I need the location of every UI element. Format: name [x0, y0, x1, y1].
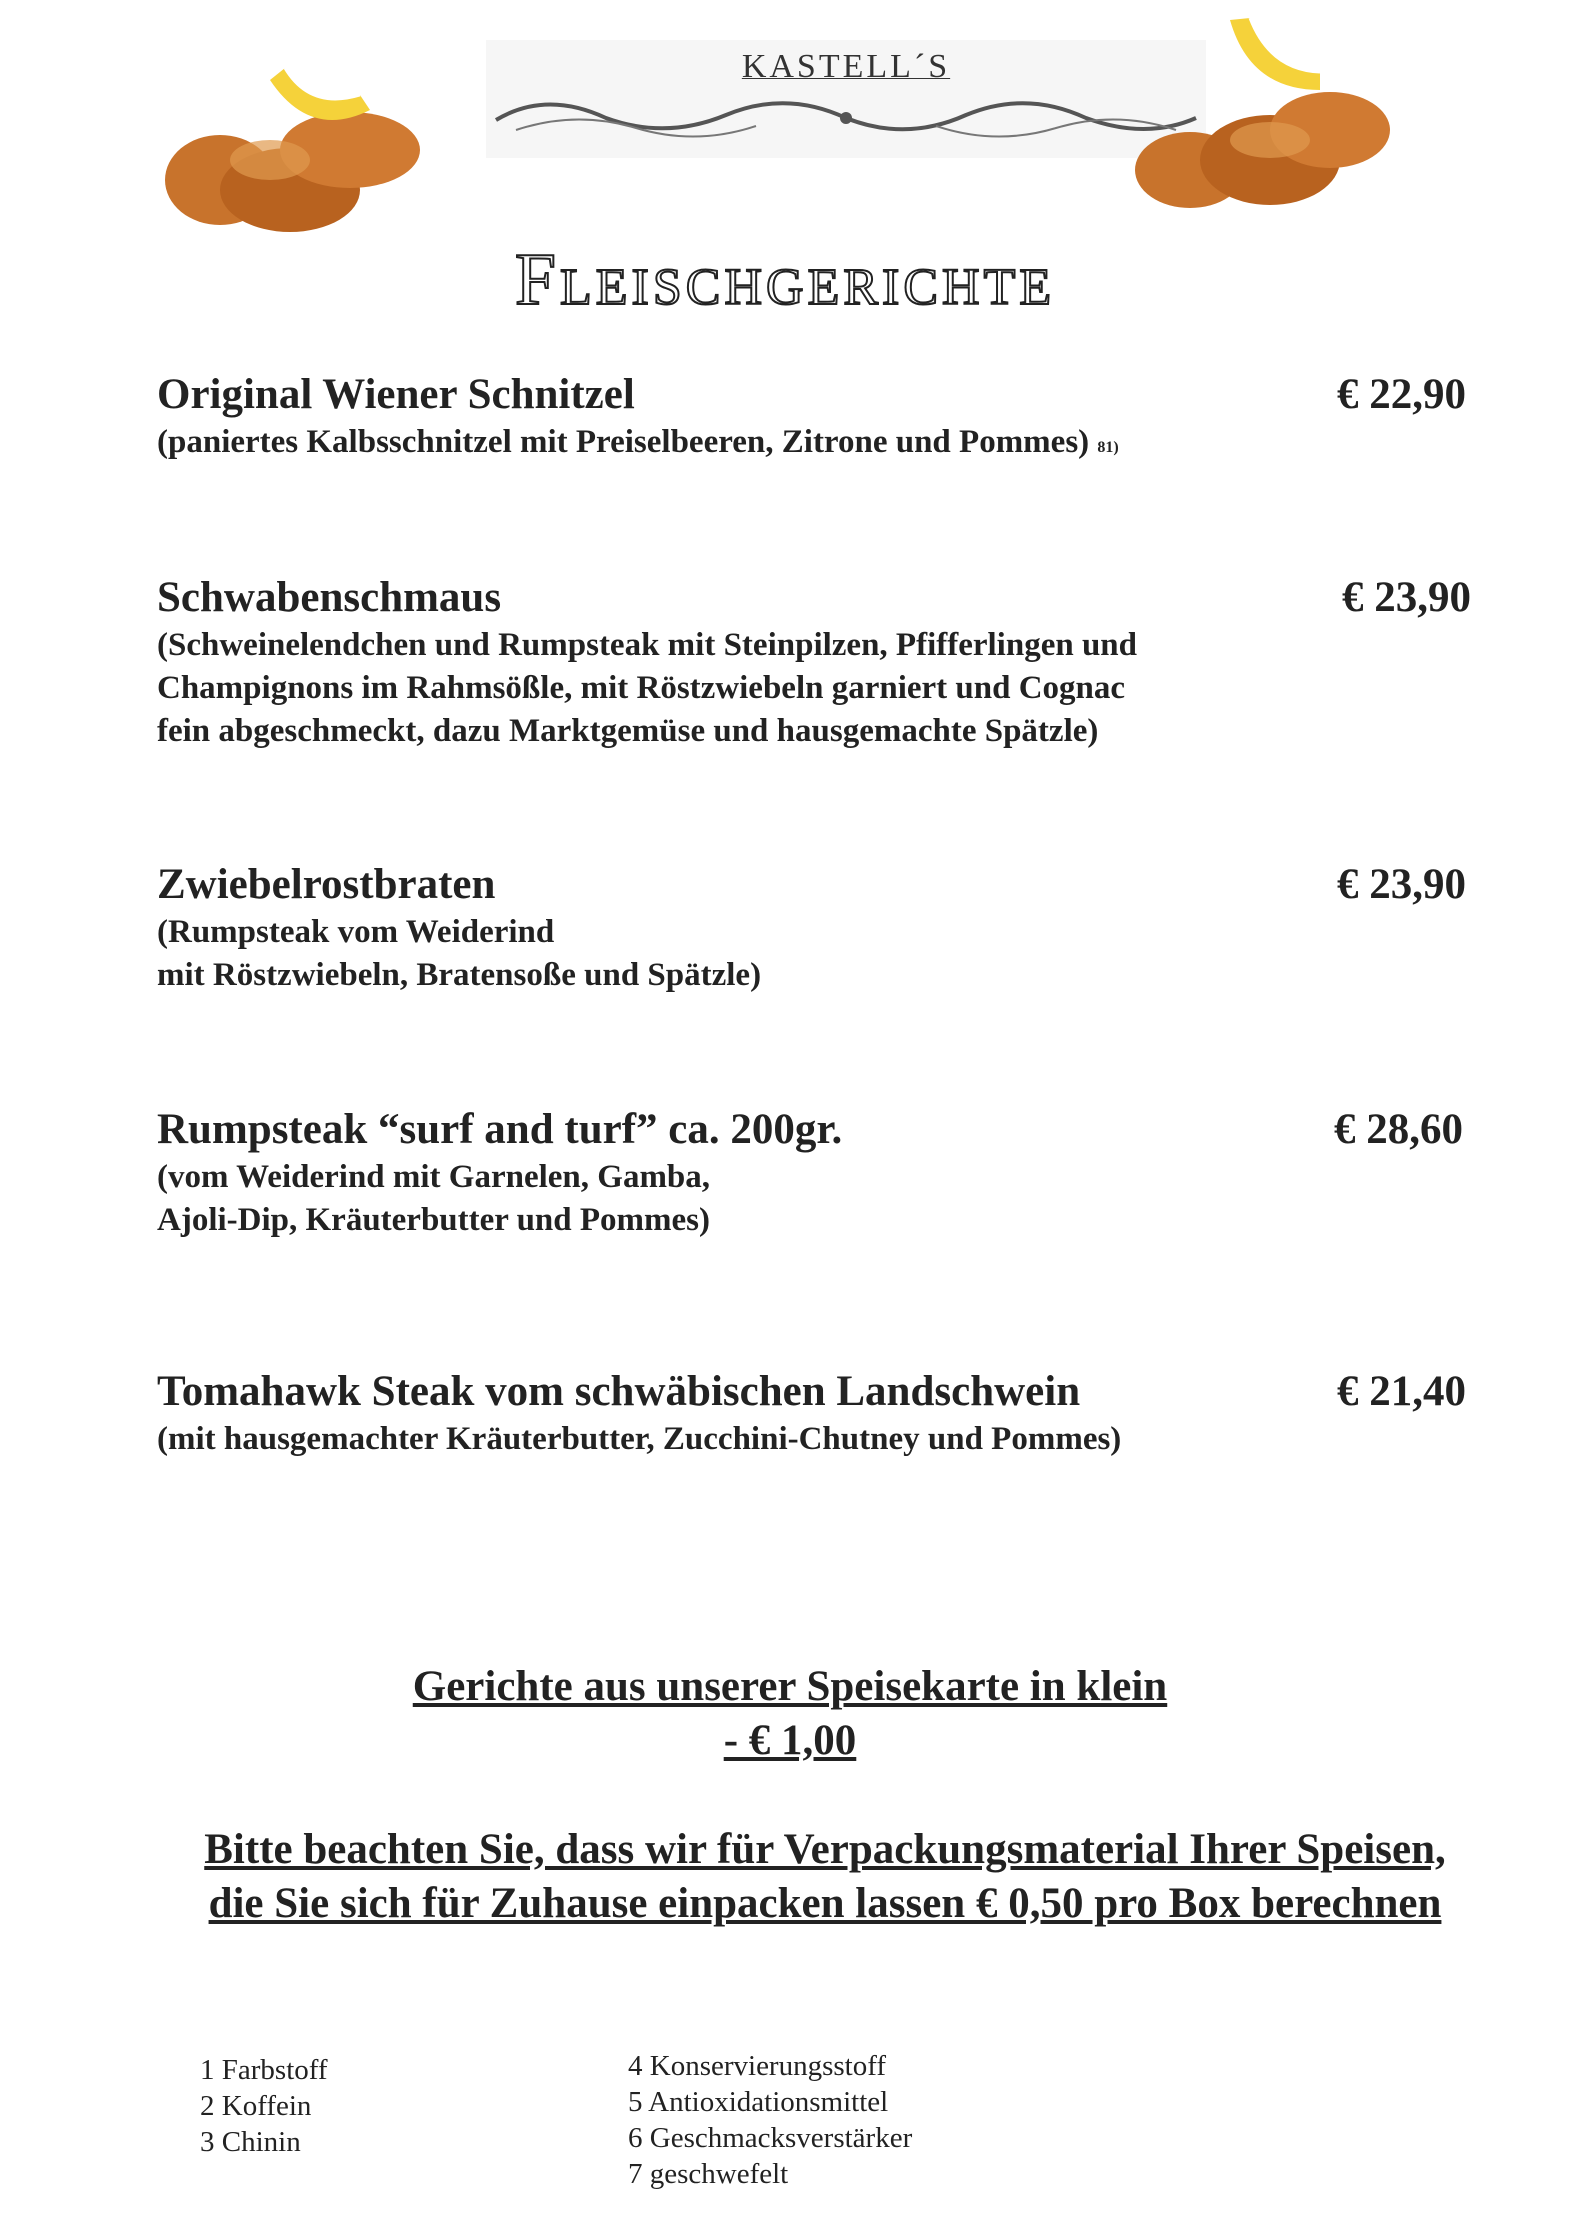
- item-description-line: (paniertes Kalbsschnitzel mit Preiselbeeren, Zitrone und Pommes): [157, 424, 1090, 460]
- item-description-line: (vom Weiderind mit Garnelen, Gamba,: [157, 1159, 711, 1195]
- item-description: [157, 1156, 1487, 1242]
- schnitzel-lemon-image: [1120, 10, 1420, 220]
- menu-item-tomahawk-steak: [157, 1367, 1487, 1461]
- schnitzel-lemon-image: [160, 40, 440, 250]
- allergen-legend-item: 3 Chinin: [200, 2126, 301, 2158]
- notice-line: Bitte beachten Sie, dass wir für Verpackungsmaterial Ihrer Speisen,: [204, 1826, 1446, 1873]
- packaging-notice: [80, 1823, 1570, 1931]
- item-description-line: mit Röstzwiebeln, Bratensoße und Spätzle): [157, 957, 762, 993]
- item-description-line: fein abgeschmeckt, dazu Marktgemüse und hausgemachte Spätzle): [157, 713, 1099, 749]
- allergen-reference: 81): [1097, 439, 1119, 456]
- notice-line: - € 1,00: [723, 1717, 857, 1764]
- small-portions-notice: [10, 1660, 1570, 1768]
- menu-item-wiener-schnitzel: [157, 370, 1487, 469]
- menu-item-rumpsteak-surf-and-turf: [157, 1105, 1487, 1242]
- allergen-legend-item: 1 Farbstoff: [200, 2054, 328, 2086]
- item-description: [157, 421, 1487, 469]
- item-price: € 22,90: [1337, 371, 1466, 418]
- notice-line: Gerichte aus unserer Speisekarte in klein: [412, 1663, 1168, 1710]
- item-name: Zwiebelrostbraten: [157, 861, 496, 908]
- allergen-legend-item: 7 geschwefelt: [628, 2158, 789, 2190]
- item-name: Schwabenschmaus: [157, 574, 502, 621]
- item-price: € 23,90: [1337, 861, 1466, 908]
- menu-item-zwiebelrostbraten: [157, 860, 1487, 997]
- item-description-line: Ajoli-Dip, Kräuterbutter und Pommes): [157, 1202, 711, 1238]
- ornament-swirl-icon: [486, 80, 1206, 158]
- allergen-legend-item: 6 Geschmacksverstärker: [628, 2122, 913, 2154]
- item-description-line: (mit hausgemachter Kräuterbutter, Zucchini-Chutney und Pommes): [157, 1421, 1122, 1457]
- item-description-line: (Schweinelendchen und Rumpsteak mit Steinpilzen, Pfifferlingen und: [157, 627, 1138, 663]
- allergen-legend-item: 4 Konservierungsstoff: [628, 2050, 887, 2082]
- item-price: € 21,40: [1337, 1368, 1466, 1415]
- item-description: [157, 624, 1487, 753]
- item-price: € 23,90: [1342, 574, 1471, 621]
- logo-text: KASTELL´S: [741, 48, 951, 85]
- allergen-legend-left: [200, 2052, 328, 2160]
- allergen-legend-item: 2 Koffein: [200, 2090, 312, 2122]
- allergen-legend-item: 5 Antioxidationsmittel: [628, 2086, 889, 2118]
- notice-line: die Sie sich für Zuhause einpacken lassen € 0,50 pro Box berechnen: [208, 1880, 1442, 1927]
- item-description: [157, 911, 1487, 997]
- item-name: Rumpsteak “surf and turf” ca. 200gr.: [157, 1106, 843, 1153]
- allergen-legend-right: [628, 2048, 912, 2192]
- menu-item-schwabenschmaus: [157, 573, 1487, 753]
- item-description-line: (Rumpsteak vom Weiderind: [157, 914, 555, 950]
- restaurant-logo: [486, 40, 1206, 158]
- item-description-line: Champignons im Rahmsößle, mit Röstzwiebeln garniert und Cognac: [157, 670, 1126, 706]
- item-name: Tomahawk Steak vom schwäbischen Landschwein: [157, 1368, 1081, 1415]
- item-name: Original Wiener Schnitzel: [157, 371, 635, 418]
- item-price: € 28,60: [1334, 1106, 1463, 1153]
- page-title: Fleischgerichte: [514, 239, 1056, 321]
- item-description: [157, 1418, 1487, 1461]
